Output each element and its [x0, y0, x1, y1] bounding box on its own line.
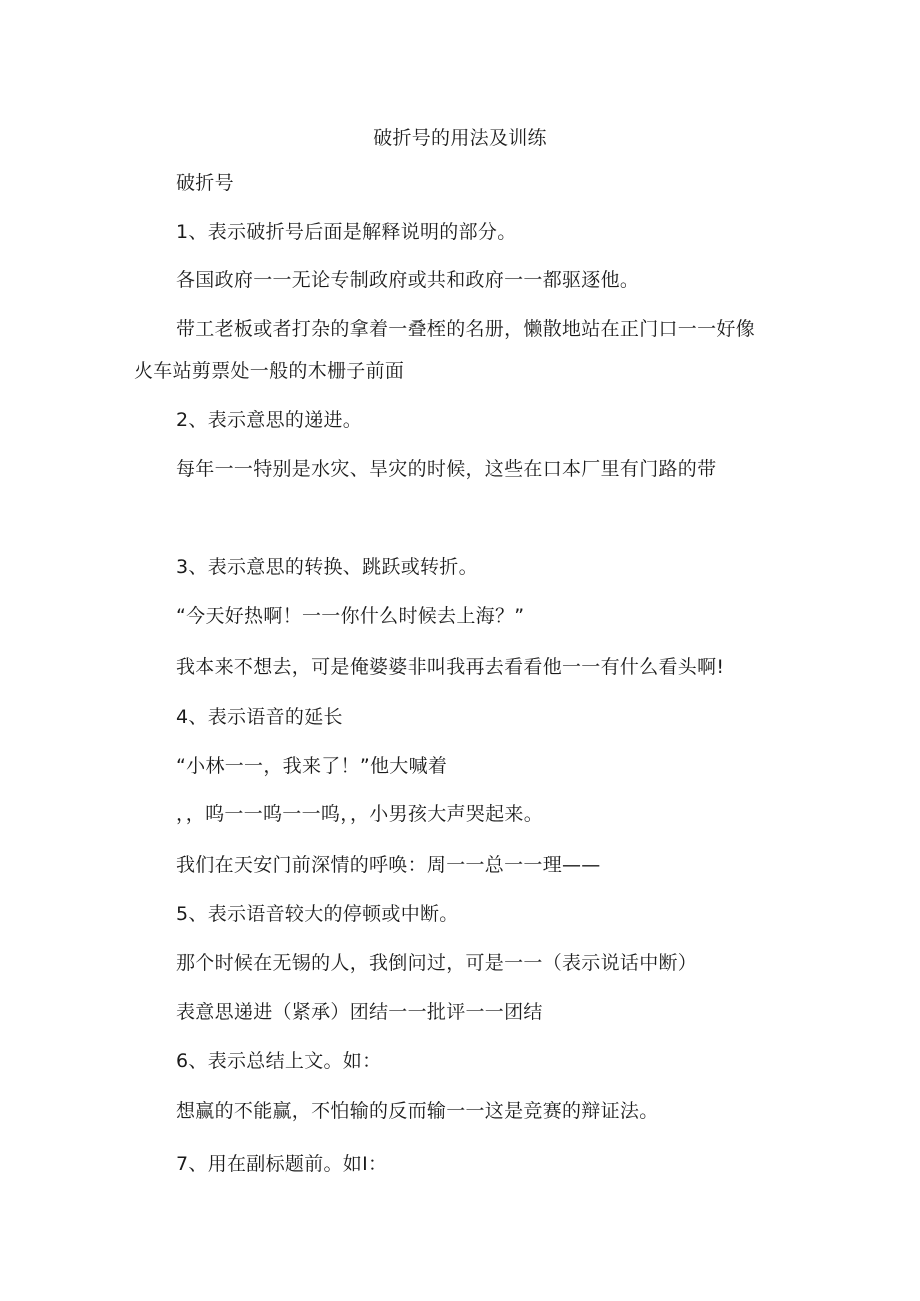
example-line: 那个时候在无锡的人，我倒问过，可是一一（表示说话中断）	[176, 952, 698, 974]
example-line: 各国政府一一无论专制政府或共和政府一一都驱逐他。	[176, 269, 640, 291]
usage-heading-4: 4、表示语音的延长	[176, 706, 343, 728]
example-line: 每年一一特别是水灾、旱灾的时候，这些在口本厂里有门路的带	[176, 458, 717, 480]
usage-heading-7: 7、用在副标题前。如I：	[176, 1153, 388, 1175]
example-line: ，，呜一一呜一一呜，，小男孩大声哭起来。	[176, 803, 544, 825]
example-line: “今天好热啊！一一你什么时候去上海？”	[176, 605, 525, 627]
usage-heading-5: 5、表示语音较大的停顿或中断。	[176, 903, 459, 925]
example-line: 想赢的不能赢，不怕输的反而输一一这是竞赛的辩证法。	[176, 1100, 659, 1122]
section-heading: 破折号	[176, 172, 234, 194]
example-line: 我本来不想去，可是俺婆婆非叫我再去看看他一一有什么看头啊!	[176, 656, 725, 678]
usage-heading-1: 1、表示破折号后面是解释说明的部分。	[176, 221, 517, 243]
example-line: 表意思递进（紧承）团结一一批评一一团结	[176, 1001, 543, 1023]
example-line: “小林一一，我来了！”他大喊着	[176, 755, 448, 777]
document-title: 破折号的用法及训练	[373, 127, 547, 149]
example-line-continuation: 火车站剪票处一般的木栅子前面	[134, 360, 405, 382]
usage-heading-6: 6、表示总结上文。如：	[176, 1050, 382, 1072]
example-line: 带工老板或者打杂的拿着一叠桎的名册，懒散地站在正门口一一好像	[176, 318, 756, 340]
usage-heading-2: 2、表示意思的递进。	[176, 409, 363, 431]
example-line: 我们在天安门前深情的呼唤：周一一总一一理——	[176, 854, 601, 876]
usage-heading-3: 3、表示意思的转换、跳跃或转折。	[176, 556, 478, 578]
